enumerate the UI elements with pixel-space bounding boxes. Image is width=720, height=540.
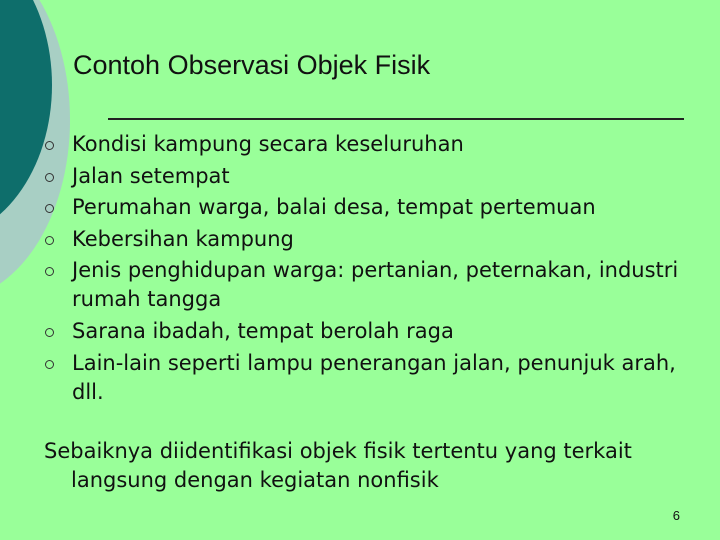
bullet-item	[42, 349, 702, 407]
bullet-text: Lain-lain seperti lampu penerangan jalan, penunjuk arah, dll.	[72, 350, 676, 404]
bullet-text: Sarana ibadah, tempat berolah raga	[72, 318, 454, 343]
hollow-circle-icon	[45, 267, 54, 276]
hollow-circle-icon	[45, 236, 54, 245]
title-underline	[108, 118, 684, 120]
bullet-text: Kondisi kampung secara keseluruhan	[72, 132, 464, 156]
bullet-item	[42, 193, 702, 222]
bullet-text: Kebersihan kampung	[72, 226, 294, 251]
summary-note: Sebaiknya diidentifikasi objek fisik tertentu yang terkait langsung dengan kegiatan nonfisik	[44, 439, 632, 492]
bullet-text: Jalan setempat	[72, 163, 230, 188]
bullet-text: Jenis penghidupan warga: pertanian, peternakan, industri rumah tangga	[72, 258, 679, 312]
bullet-item	[42, 225, 702, 254]
hollow-circle-icon	[45, 328, 54, 337]
bullet-item	[42, 256, 702, 314]
bullet-item	[42, 130, 702, 159]
slide-title: Contoh Observasi Objek Fisik	[73, 50, 431, 80]
hollow-circle-icon	[45, 173, 54, 182]
bullet-list	[42, 130, 702, 409]
hollow-circle-icon	[45, 204, 54, 213]
page-number: 6	[672, 508, 680, 523]
bullet-item	[42, 317, 702, 346]
hollow-circle-icon	[45, 360, 54, 369]
bullet-text: Perumahan warga, balai desa, tempat pertemuan	[72, 195, 596, 220]
bullet-item	[42, 162, 702, 191]
hollow-circle-icon	[45, 141, 54, 150]
